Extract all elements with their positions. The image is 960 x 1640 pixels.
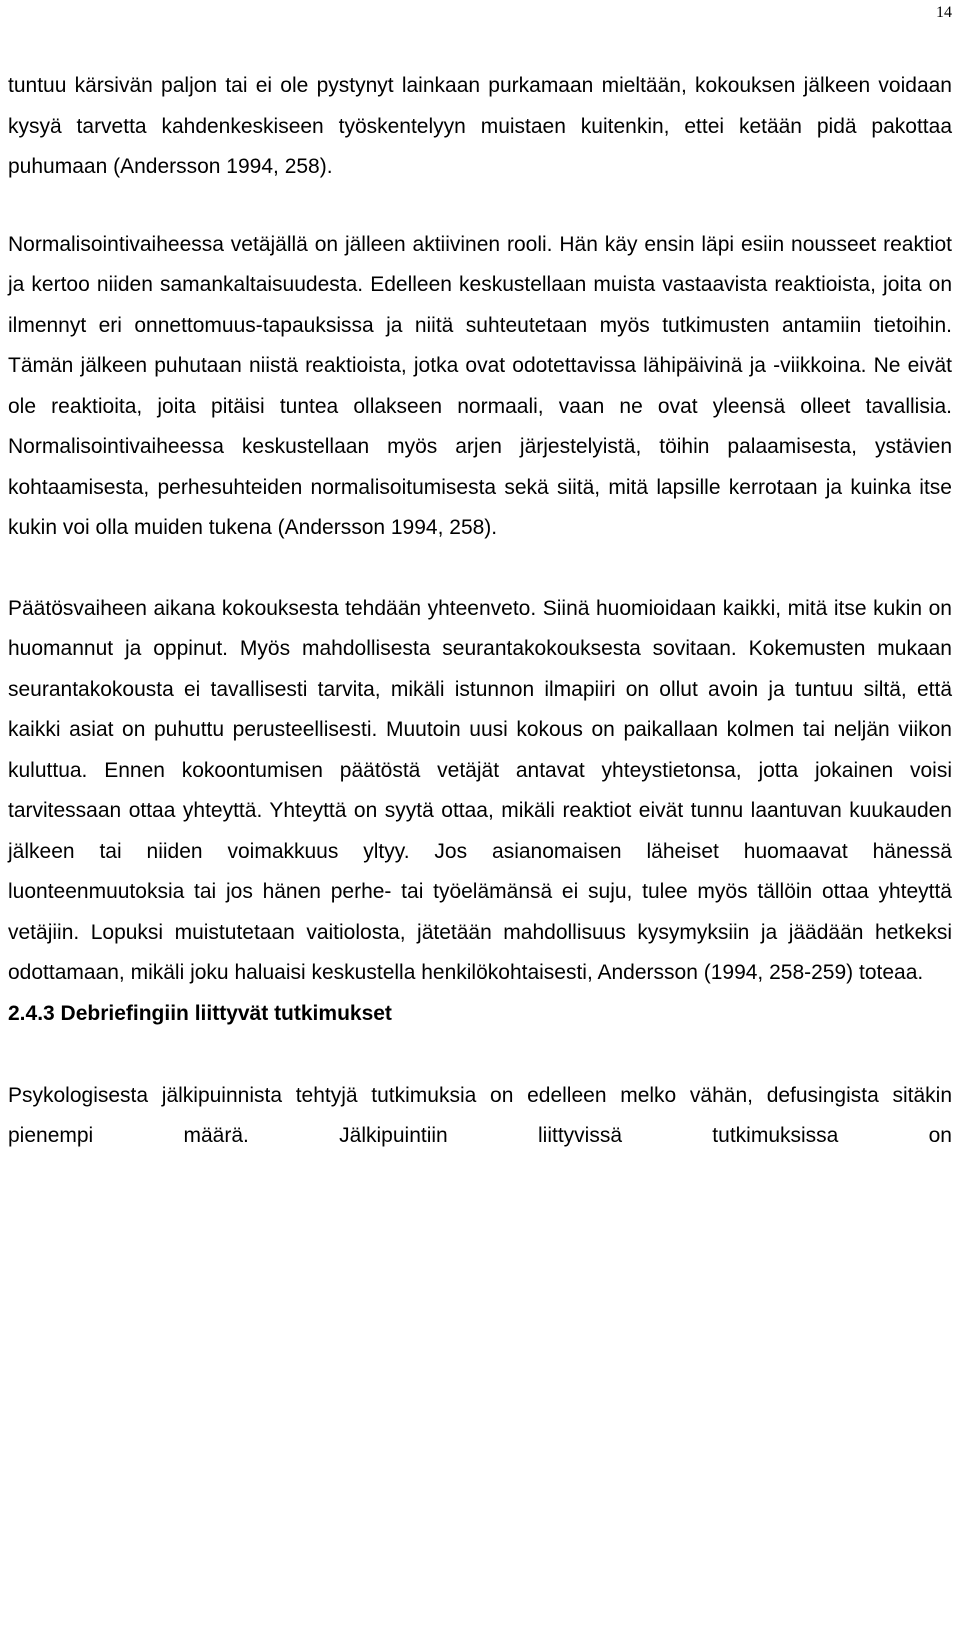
section-heading: 2.4.3 Debriefingiin liittyvät tutkimukset <box>8 1001 392 1025</box>
paragraph-research: Psykologisesta jälkipuinnista tehtyjä tutkimuksia on edelleen melko vähän, defusingista sitäkin pienempi määrä. Jälkipuintiin liittyvissä tutkimuksissa on <box>8 1083 952 1147</box>
paragraph-intro: tuntuu kärsivän paljon tai ei ole pystynyt lainkaan purkamaan mieltään, kokouksen jälkeen voidaan kysyä tarvetta kahdenkeskiseen työskentelyyn muistaen kuitenkin, ettei ketään pidä pakottaa puhumaan (Andersson 1994, 258). <box>8 74 952 178</box>
paragraph-closing-phase: Päätösvaiheen aikana kokouksesta tehdään yhteenveto. Siinä huomioidaan kaikki, mitä itse kukin on huomannut ja oppinut. Myös mahdollisesta seurantakokouksesta sovitaan. Kokemusten mukaan seurantakokousta ei tavallisesti tarvita, mikäli istunnon ilmapiiri on ollut avoin ja tuntuu siltä, että kaikki asiat on puhuttu perusteellisesti. Muutoin uusi kokous on paikallaan kolmen tai neljän viikon kuluttua. Ennen kokoontumisen päätöstä vetäjät antavat yhteystietonsa, jotta jokainen voisi tarvitessaan ottaa yhteyttä. Yhteyttä on syytä ottaa, mikäli reaktiot eivät tunnu laantuvan kuukauden jälkeen tai niiden voimakkuus yltyy. Jos asianomaisen läheiset huomaavat hänessä luonteenmuutoksia tai jos hänen perhe- tai työelämänsä ei suju, tulee myös tällöin ottaa yhteyttä vetäjiin. Lopuksi muistutetaan vaitiolosta, jätetään mahdollisuus kysymyksiin ja jäädään hetkeksi odottamaan, mikäli joku haluaisi keskustella henkilökohtaisesti, Andersson (1994, 258-259) toteaa. <box>8 596 952 984</box>
paragraph-normalization-phase: Normalisointivaiheessa vetäjällä on jälleen aktiivinen rooli. Hän käy ensin läpi esiin nousseet reaktiot ja kertoo niiden samankaltaisuudesta. Edelleen keskustellaan muista vastaavista reaktioista, joita on ilmennyt eri onnettomuus-tapauksissa ja niitä suhteutetaan myös tutkimusten antamiin tietoihin. Tämän jälkeen puhutaan niistä reaktioista, jotka ovat odotettavissa lähipäivinä ja -viikkoina. Ne eivät ole reaktioita, joita pitäisi tuntea ollakseen normaali, vaan ne ovat yleensä olleet tavallisia. Normalisointivaiheessa keskustellaan myös arjen järjestelyistä, töihin palaamisesta, ystävien kohtaamisesta, perhesuhteiden normalisoitumisesta sekä siitä, mitä lapsille kerrotaan ja kuinka itse kukin voi olla muiden tukena (Andersson 1994, 258). <box>8 232 952 539</box>
document-body <box>8 66 952 1157</box>
page-number: 14 <box>936 4 952 21</box>
